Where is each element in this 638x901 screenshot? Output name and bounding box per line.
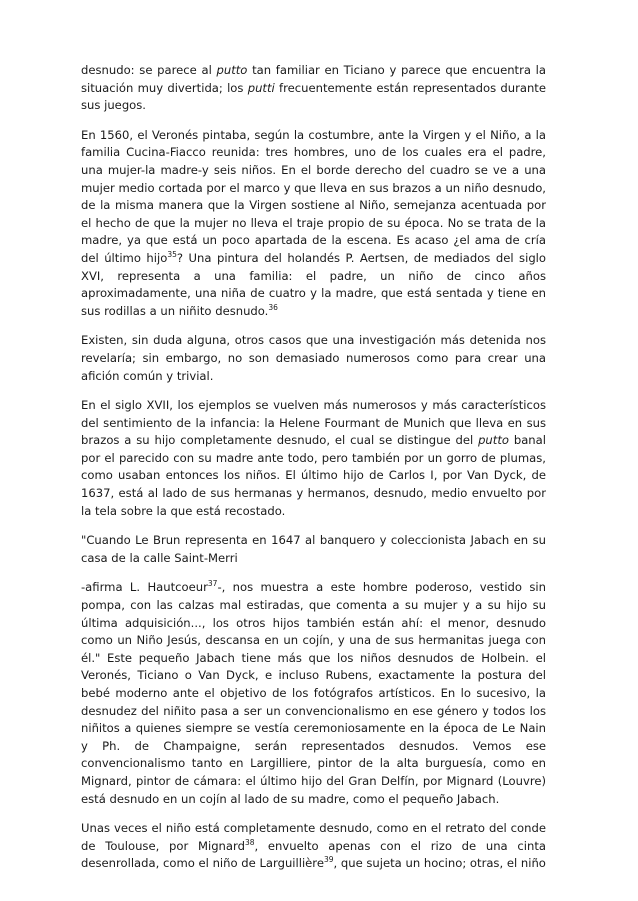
footnote-ref[interactable]: 36 (268, 302, 278, 312)
text-segment: frecuentemente están representados durante sus juegos. (81, 80, 546, 113)
text-segment: "Cuando Le Brun representa en 1647 al banquero y coleccionista Jabach en su casa de la calle Saint-Merri (81, 533, 546, 565)
text-segment: , envuelto apenas con el rizo de una cinta desenrollada, como el niño de Larguillière (81, 838, 546, 871)
text-segment: ? Una pintura del holandés P. Aertsen, de mediados del siglo XVI, representa a una familia: el padre, un niño de cinco años aproximadamente, una niña de cuatro y la madre, que está sentada y tiene en sus rodillas a un niñito desnudo. (81, 250, 546, 318)
text-segment: banal por el parecido con su madre ante todo, pero también por un gorro de plumas, como usaban entonces los niños. El último hijo de Carlos I, por Van Dyck, de 1637, está al lado de sus hermanas y hermanos, desnudo, medio envuelto por la tela sobre la que está recostado. (81, 433, 546, 518)
text-segment: -, nos muestra a este hombre poderoso, vestido sin pompa, con las calzas mal estiradas, que comenta a su mujer y a su hijo su última adquisición..., los otros hijos también están ahí: el menor, desnudo como un Niño Jesús, descansa en un cojín, y una de sus hermanitas juega con él." Este pequeño Jabach tiene más que los niños desnudos de Holbein. el Veronés, Ticiano o Van Dyck, e incluso Rubens, exactamente la postura del bebé moderno ante el objetivo de los fotógrafos artísticos. En lo sucesivo, la desnudez del niñito pasa a ser un convencionalismo en ese género y todos los niñitos a quienes siempre se vestía ceremoniosamente en la época de Le Nain y Ph. de Champaigne, serán representados desnudos. Vemos ese convencionalismo tanto en Largilliere, pintor de la alta burguesía, como en Mignard, pintor de cámara: el último hijo del Gran Delfín, por Mignard (Louvre) está desnudo en un cojín al lado de su madre, como el pequeño Jabach. (81, 580, 546, 806)
paragraph (81, 532, 546, 567)
text-segment: tan familiar en Ticiano y parece que encuentra la situación muy divertida; los (81, 63, 546, 95)
paragraph (81, 397, 546, 520)
footnote-ref[interactable]: 37 (207, 579, 218, 589)
italic-term: putto (216, 63, 248, 77)
italic-term: putti (247, 80, 275, 95)
text-segment: En 1560, el Veronés pintaba, según la costumbre, ante la Virgen y el Niño, a la familia Cucina-Fiacco reunida: tres hombres, uno de los cuales era el padre, una mujer-la madre-y seis niños. En el borde derecho del cuadro se ve a una mujer medio cortada por el marco y que lleva en sus brazos a un niño desnudo, de la misma manera que la Virgen sostiene al Niño, semejanza acentuada por el hecho de que la mujer no lleva el traje propio de su época. No se trata de la madre, ya que está un poco apartada de la escena. Es acaso ¿el ama de cría del último hijo (81, 127, 546, 265)
footnote-ref[interactable]: 35 (167, 250, 177, 260)
paragraph (81, 579, 546, 808)
paragraph (81, 332, 546, 385)
italic-term: putto (478, 433, 509, 448)
text-segment: Unas veces el niño está completamente desnudo, como en el retrato del conde de Toulouse, por Mignard (81, 821, 546, 853)
text-segment: En el siglo XVII, los ejemplos se vuelven más numerosos y más característicos del sentimiento de la infancia: la Helene Fourmant de Munich que lleva en sus brazos a su hijo completamente desnudo, el cual se distingue del (81, 398, 546, 448)
text-segment: , que sujeta un hocino; otras, el niño (333, 856, 546, 871)
paragraph (81, 62, 546, 115)
text-segment: -afirma L. Hautcoeur (81, 580, 208, 595)
footnote-ref[interactable]: 38 (244, 837, 255, 847)
text-segment: Existen, sin duda alguna, otros casos que una investigación más detenida nos revelaría; sin embargo, no son demasiado numerosos como para crear una afición común y trivial. (81, 333, 546, 383)
paragraph (81, 820, 546, 873)
text-segment: desnudo: se parece al (81, 63, 217, 77)
document-page (81, 62, 546, 885)
paragraph (81, 127, 546, 321)
footnote-ref[interactable]: 39 (323, 855, 334, 865)
